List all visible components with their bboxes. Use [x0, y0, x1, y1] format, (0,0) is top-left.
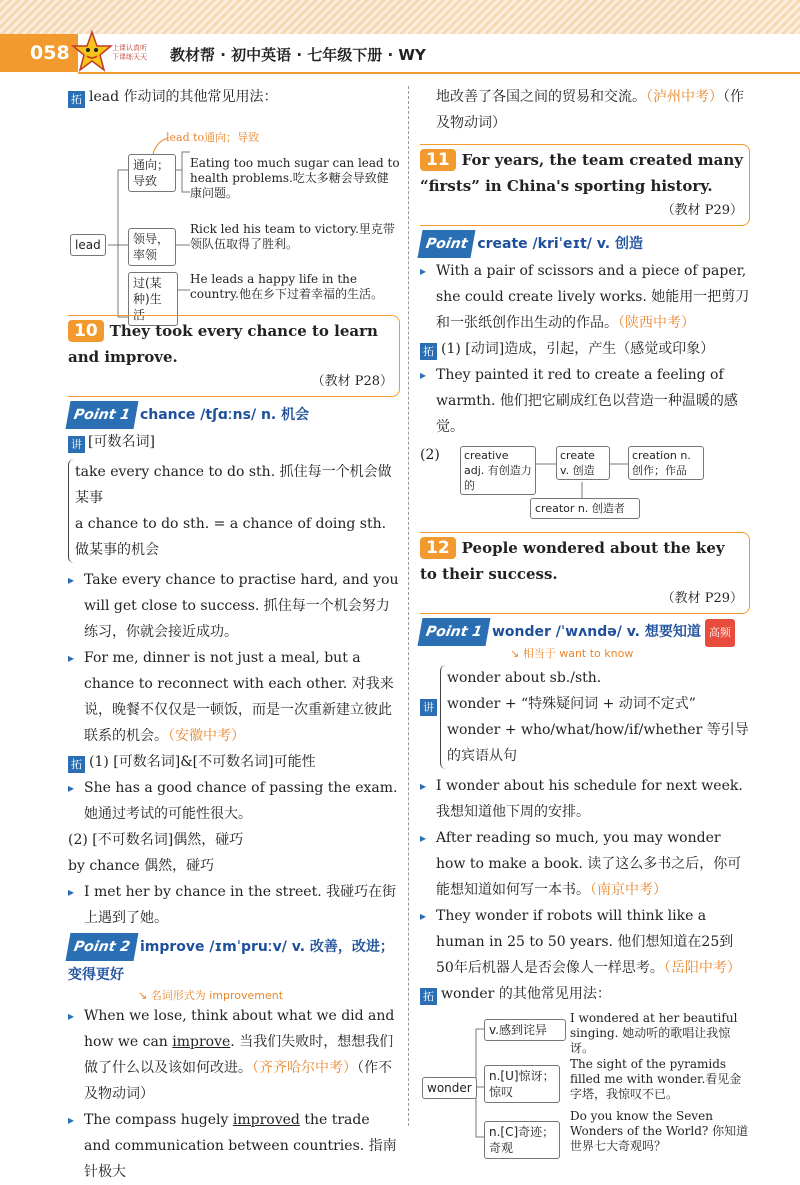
point-improve — [68, 933, 400, 989]
point-wonder — [420, 618, 750, 647]
extension-2: (2) [不可数名词]偶然，碰巧 — [68, 832, 244, 848]
sentence-ref: （教材 P28） — [311, 374, 393, 389]
extension-1: 拓 (1) [动词]造成，引起，产生（感觉或印象） — [420, 336, 750, 362]
example-sentence: ▸ I met her by chance in the street. 我碰巧在街上遇到了她。 — [68, 879, 400, 931]
chance-phrases — [68, 459, 400, 563]
family-noun1: creation n. 创作；作品 — [628, 446, 704, 480]
phrase-item: wonder + “特殊疑问词 + 动词不定式” — [447, 696, 696, 712]
example-sentence: ▸ I wonder about his schedule for next week. 我想知道他下周的安排。 — [420, 773, 750, 825]
example-sentence: ▸ She has a good chance of passing the exam. 她通过考试的可能性很大。 — [68, 775, 400, 827]
wonder-explain — [420, 661, 750, 773]
example-sentence: ▸ When we lose, think about what we did and how we can improve. 当我们失败时，想想我们做了什么以及该如何改进。（齐齐哈尔中考）（作不及物动词） — [68, 1003, 400, 1107]
wonder-usage-title: 拓 wonder 的其他常见用法： — [420, 981, 750, 1007]
column-divider — [408, 86, 409, 1126]
branch-example: Eating too much sugar can lead to health problems.吃太多糖会导致健康问题。 — [190, 156, 400, 200]
high-frequency-badge: 高频 — [705, 619, 735, 647]
lead-usage-title: 拓 lead 作动词的其他常见用法： — [68, 84, 400, 110]
header-stripe — [0, 0, 800, 34]
branch-example: Do you know the Seven Wonders of the World? 你知道世界七大奇观吗？ — [570, 1109, 749, 1153]
point-word: improve /ɪmˈpruːv/ v. 改善，改进；变得更好 — [68, 939, 394, 983]
point-word: create /kriˈeɪt/ v. 创造 — [477, 236, 643, 252]
extension-icon: 拓 — [68, 756, 85, 773]
explain-icon-wrap — [420, 661, 440, 773]
point-create — [420, 230, 750, 258]
header-rule — [78, 72, 800, 74]
branch-label: 过(某种)生活 — [128, 272, 178, 326]
sentence-ref: （教材 P29） — [661, 203, 743, 218]
point-tag: Point 1 — [66, 401, 139, 429]
tree-root-wonder: wonder — [422, 1077, 477, 1099]
branch-example: The sight of the pyramids filled me with wonder.看见金字塔，我惊叹不已。 — [570, 1057, 742, 1101]
extension-icon: 拓 — [68, 91, 85, 108]
wonder-usage-tree — [420, 1009, 750, 1155]
lead-to-note: lead to通向；导致 — [166, 131, 260, 144]
create-word-family — [420, 440, 750, 524]
extension-icon: 拓 — [420, 988, 437, 1005]
branch-label: v.感到诧异 — [484, 1019, 566, 1041]
explain-icon: 讲 — [420, 699, 437, 716]
page-number: 058 — [0, 34, 78, 72]
extension-1: 拓 (1) [可数名词]&[不可数名词]可能性 — [68, 749, 400, 775]
branch-example: He leads a happy life in the country.他在乡下过着幸福的生活。 — [190, 272, 383, 301]
branch-label: n.[U]惊讶；惊叹 — [484, 1065, 560, 1103]
point-word: wonder /ˈwʌndə/ v. 想要知道 — [491, 624, 701, 640]
family-noun2: creator n. 创造者 — [530, 498, 640, 519]
example-sentence: ▸ They painted it red to create a feeling of warmth. 他们把它刷成红色以营造一种温暖的感觉。 — [420, 362, 750, 440]
point-tag: Point — [418, 230, 476, 258]
left-column — [68, 84, 400, 1185]
tree-root-lead: lead — [70, 234, 106, 256]
right-column — [420, 84, 750, 1155]
phrase-item: wonder about sb./sth. — [447, 670, 602, 686]
point-word: chance /tʃɑːns/ n. 机会 — [139, 407, 310, 423]
phrase-item: a chance to do sth. = a chance of doing sth. 做某事的机会 — [75, 516, 387, 558]
example-sentence: ▸ They wonder if robots will think like a human in 25 to 50 years. 他们想知道在25到50年后机器人是否会像人一样思考。（岳阳中考） — [420, 903, 750, 981]
branch-example: I wondered at her beautiful singing. 她动听的歌唱让我惊讶。 — [570, 1011, 738, 1055]
sentence-number: 10 — [68, 320, 104, 342]
phrase-item: wonder + who/what/how/if/whether 等引导的宾语从句 — [447, 722, 749, 764]
wonder-note: ↘ 相当于 want to know — [510, 647, 634, 660]
phrase-by-chance: by chance 偶然，碰巧 — [68, 858, 215, 874]
point-tag: Point 1 — [418, 618, 491, 646]
improve-note: ↘ 名词形式为 improvement — [138, 989, 284, 1002]
family-verb: create v. 创造 — [556, 446, 610, 480]
point-tag: Point 2 — [66, 933, 139, 961]
example-sentence: ▸ With a pair of scissors and a piece of paper, she could create lively works. 她能用一把剪刀和一张纸创作出生动的作品。（陕西中考） — [420, 258, 750, 336]
example-sentence: ▸ Take every chance to practise hard, and you will get close to success. 抓住每一个机会努力练习，你就会接近成功。 — [68, 567, 400, 645]
sentence-number: 11 — [420, 149, 456, 171]
branch-example: Rick led his team to victory.里克带领队伍取得了胜利。 — [190, 222, 395, 251]
wonder-phrases — [440, 665, 750, 769]
sentence-11-box — [420, 144, 750, 226]
point-chance — [68, 401, 400, 429]
example-sentence: ▸ For me, dinner is not just a meal, but a chance to reconnect with each other. 对我来说，晚餐不仅仅是一顿饭，而是一次重新建立彼此联系的机会。（安徽中考） — [68, 645, 400, 749]
sentence-text: People wondered about the key to their success. — [420, 539, 725, 583]
branch-label: n.[C]奇迹；奇观 — [484, 1121, 560, 1159]
sentence-text: For years, the team created many “firsts” in China's sporting history. — [420, 151, 743, 195]
example-sentence: ▸ After reading so much, you may wonder how to make a book. 读了这么多书之后，你可能想知道如何写一本书。（南京中考） — [420, 825, 750, 903]
extension-icon: 拓 — [420, 343, 437, 360]
continued-sentence: 地改善了各国之间的贸易和交流。（泸州中考）（作及物动词） — [436, 89, 744, 131]
sentence-text: They took every chance to learn and improve. — [68, 322, 378, 366]
sentence-number: 12 — [420, 537, 456, 559]
explain-icon: 讲 — [68, 436, 85, 453]
lead-usage-tree — [68, 112, 400, 322]
sentence-ref: （教材 P29） — [661, 591, 743, 606]
phrase-item: take every chance to do sth. 抓住每一个机会做某事 — [75, 464, 392, 506]
book-title: 教材帮 · 初中英语 · 七年级下册 · WY — [170, 46, 426, 64]
star-mascot-icon — [72, 30, 112, 74]
example-sentence: ▸ The compass hugely improved the trade and communication between countries. 指南针极大 — [68, 1107, 400, 1185]
header-slogan: 上课认真听 下课练天天 — [112, 44, 147, 61]
page-header — [0, 0, 800, 78]
extension-2: (2) — [420, 447, 440, 463]
branch-label: 通向；导致 — [128, 154, 176, 192]
family-adj: creative adj. 有创造力的 — [460, 446, 536, 495]
sentence-10-box — [68, 315, 400, 397]
branch-label: 领导，率领 — [128, 228, 176, 266]
sentence-12-box — [420, 532, 750, 614]
explain-label: 讲 [可数名词] — [68, 429, 400, 455]
